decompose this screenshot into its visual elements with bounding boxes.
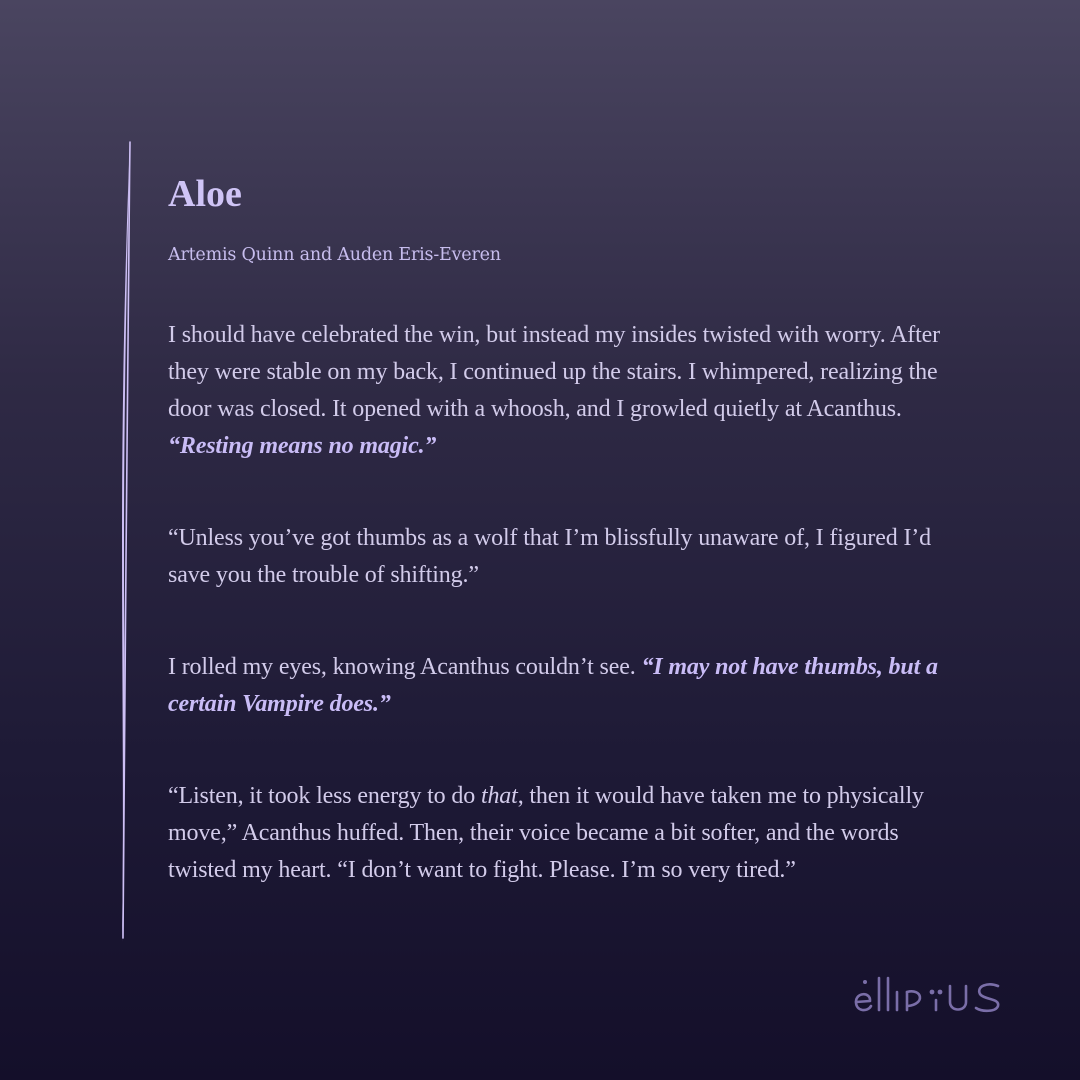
paragraph-1 (168, 317, 968, 465)
paragraph-4-text-before: “Listen, it took less energy to do (168, 783, 481, 809)
story-excerpt (168, 172, 968, 889)
paragraph-3-emphasis: “I may not have thumbs, but a certain Vampire does.” (168, 654, 938, 717)
ellipsis-logo (852, 970, 1004, 1018)
paragraph-2: “Unless you’ve got thumbs as a wolf that I’m blissfully unaware of, I figured I’d save you the trouble of shifting.” (168, 525, 931, 588)
paragraph-4-text-after: , then it would have taken me to physically move,” Acanthus huffed. Then, their voice became a bit softer, and the words twisted my heart. “I don’t want to fight. Please. I’m so very tired.” (168, 783, 924, 883)
story-authors: Artemis Quinn and Auden Eris-Everen (168, 245, 501, 265)
story-title: Aloe (168, 173, 242, 215)
paragraph-3-text: I rolled my eyes, knowing Acanthus couldn’t see. (168, 654, 642, 680)
paragraph-1-emphasis: “Resting means no magic.” (168, 433, 437, 459)
paragraph-3 (168, 649, 968, 723)
paragraph-1-text: I should have celebrated the win, but instead my insides twisted with worry. After they were stable on my back, I continued up the stairs. I whimpered, realizing the door was closed. It opened with a whoosh, and I growled quietly at Acanthus. (168, 322, 940, 422)
decorative-divider-line (118, 140, 134, 942)
paragraph-4-italic: that (480, 783, 518, 809)
paragraph-4 (168, 778, 968, 889)
